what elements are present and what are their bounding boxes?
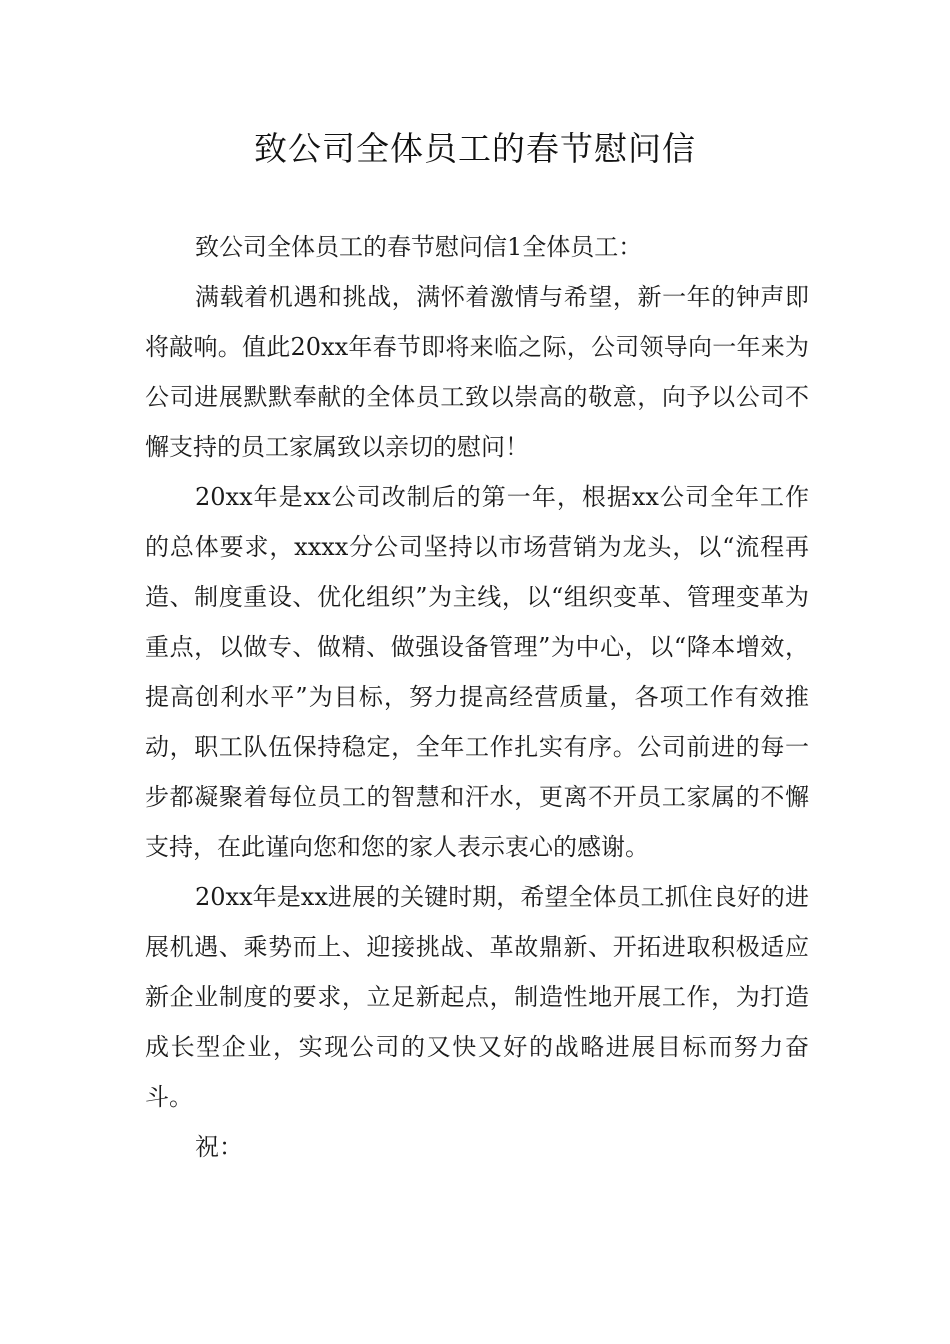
paragraph-new-year: 满载着机遇和挑战，满怀着激情与希望，新一年的钟声即将敲响。值此20xx年春节即将来临之际，公司领导向一年来为公司进展默默奉献的全体员工致以崇高的敬意，向予以公司不懈支持的员工家属致以亲切的慰问！ xyxy=(145,283,809,461)
paragraph-review: 20xx年是xx公司改制后的第一年，根据xx公司全年工作的总体要求，xxxx分公司坚持以市场营销为龙头，以“流程再造、制度重设、优化组织”为主线，以“组织变革、管理变革为重点，以做专、做精、做强设备管理”为中心，以“降本增效，提高创利水平”为目标，努力提高经营质量，各项工作有效推动，职工队伍保持稳定，全年工作扎实有序。公司前进的每一步都凝聚着每位员工的智慧和汗水，更离不开员工家属的不懈支持，在此谨向您和您的家人表示衷心的感谢。 xyxy=(145,483,809,861)
letter-body xyxy=(145,222,809,1172)
closing-wish: 祝： xyxy=(195,1133,243,1161)
paragraph-outlook: 20xx年是xx进展的关键时期，希望全体员工抓住良好的进展机遇、乘势而上、迎接挑战、革故鼎新、开拓进取积极适应新企业制度的要求，立足新起点，制造性地开展工作，为打造成长型企业，实现公司的又快又好的战略进展目标而努力奋斗。 xyxy=(145,883,809,1111)
document-title: 致公司全体员工的春节慰问信 xyxy=(254,129,696,168)
greeting-paragraph: 致公司全体员工的春节慰问信1全体员工： xyxy=(195,233,643,261)
